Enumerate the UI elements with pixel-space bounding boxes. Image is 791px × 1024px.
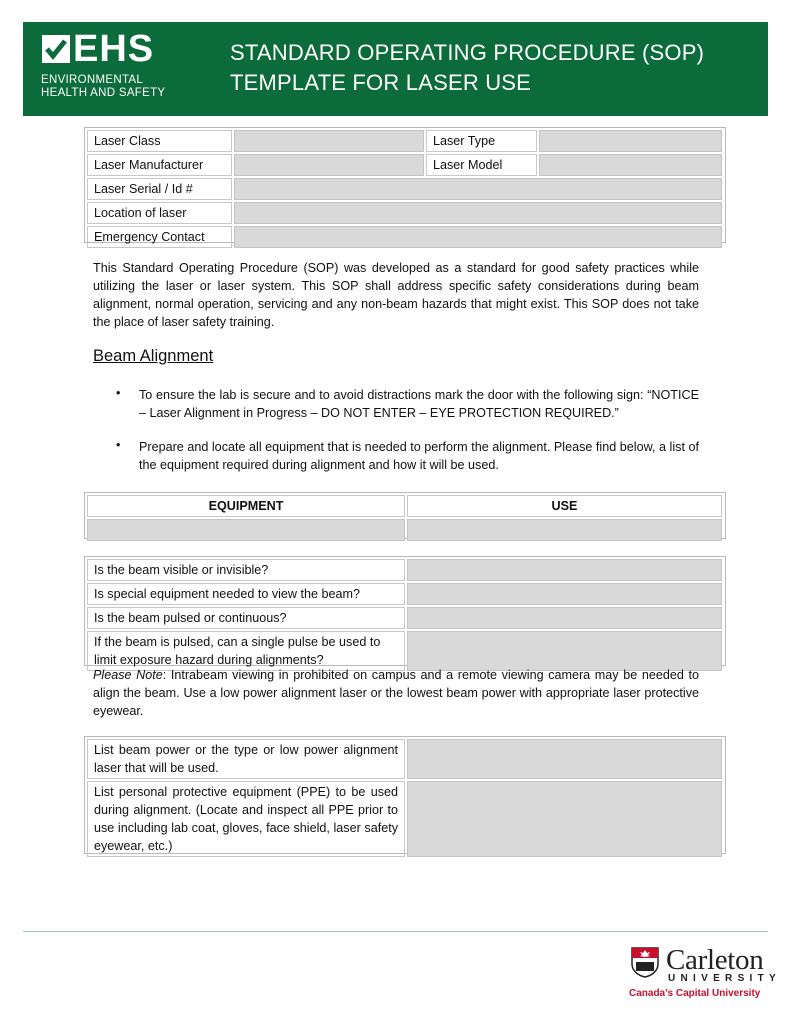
ehs-logo bbox=[41, 28, 191, 106]
laser-info-table bbox=[85, 128, 724, 250]
laser-model-field[interactable] bbox=[539, 154, 722, 176]
answer-field[interactable] bbox=[407, 739, 722, 779]
carleton-crest-icon bbox=[630, 946, 660, 978]
answer-field[interactable] bbox=[407, 559, 722, 581]
please-note bbox=[93, 666, 699, 720]
intro-paragraph: This Standard Operating Procedure (SOP) was developed as a standard for good safety practices while utilizing the laser or laser system. This SOP shall address specific safety considerations during beam alignment, normal operation, servicing and any non-beam hazards that might exist. This SOP does not take the place of laser safety training. bbox=[93, 261, 699, 329]
beam-questions-table bbox=[85, 557, 724, 673]
use-header: USE bbox=[407, 495, 722, 517]
label-laser-manufacturer: Laser Manufacturer bbox=[87, 154, 232, 176]
logo-text: EHS bbox=[73, 28, 155, 70]
ppe-question: List personal protective equipment (PPE) to be used during alignment. (Locate and inspect all PPE prior to use including lab coat, gloves, face shield, laser safety eyewear, etc.) bbox=[87, 781, 405, 857]
laser-manufacturer-field[interactable] bbox=[234, 154, 424, 176]
footer-divider bbox=[23, 931, 768, 932]
question-visibility: Is the beam visible or invisible? bbox=[87, 559, 405, 581]
university-subtitle: UNIVERSITY bbox=[668, 973, 782, 984]
alignment-table bbox=[85, 737, 724, 859]
header-banner bbox=[23, 22, 768, 116]
equipment-field[interactable] bbox=[87, 519, 405, 541]
bullet-item: To ensure the lab is secure and to avoid distractions mark the door with the following sign: “NOTICE – Laser Alignment in Progress – DO NOT ENTER – EYE PROTECTION REQUIRED.” bbox=[139, 388, 699, 420]
bullet-icon: • bbox=[116, 438, 121, 452]
label-laser-class: Laser Class bbox=[87, 130, 232, 152]
section-heading: Beam Alignment bbox=[93, 347, 214, 365]
note-text: : Intrabeam viewing in prohibited on campus and a remote viewing camera may be needed to align the beam. Use a low power alignment laser or the lowest beam power with appropriate laser protective eyewear. bbox=[93, 668, 700, 718]
emergency-contact-field[interactable] bbox=[234, 226, 722, 248]
label-emergency-contact: Emergency Contact bbox=[87, 226, 232, 248]
answer-field[interactable] bbox=[407, 607, 722, 629]
laser-class-field[interactable] bbox=[234, 130, 424, 152]
label-laser-type: Laser Type bbox=[426, 130, 537, 152]
question-pulsed: Is the beam pulsed or continuous? bbox=[87, 607, 405, 629]
use-field[interactable] bbox=[407, 519, 722, 541]
equipment-table bbox=[85, 493, 724, 543]
location-field[interactable] bbox=[234, 202, 722, 224]
label-laser-serial: Laser Serial / Id # bbox=[87, 178, 232, 200]
answer-field[interactable] bbox=[407, 583, 722, 605]
answer-field[interactable] bbox=[407, 781, 722, 857]
logo-subtitle: ENVIRONMENTAL HEALTH AND SAFETY bbox=[41, 74, 166, 99]
laser-type-field[interactable] bbox=[539, 130, 722, 152]
equipment-header: EQUIPMENT bbox=[87, 495, 405, 517]
beam-power-question: List beam power or the type or low power alignment laser that will be used. bbox=[87, 739, 405, 779]
question-single-pulse: If the beam is pulsed, can a single pulse be used to limit exposure hazard during alignments? bbox=[87, 631, 405, 671]
page-title: STANDARD OPERATING PROCEDURE (SOP) TEMPLATE FOR LASER USE bbox=[230, 40, 705, 95]
label-location: Location of laser bbox=[87, 202, 232, 224]
bullet-icon: • bbox=[116, 386, 121, 400]
laser-serial-field[interactable] bbox=[234, 178, 722, 200]
question-special-equipment: Is special equipment needed to view the beam? bbox=[87, 583, 405, 605]
note-label: Please Note bbox=[93, 668, 163, 682]
checkmark-icon bbox=[41, 34, 71, 64]
bullet-item: Prepare and locate all equipment that is needed to perform the alignment. Please find below, a list of the equipment required during alignment and how it will be used. bbox=[139, 440, 699, 472]
university-name: Carleton bbox=[666, 944, 764, 976]
answer-field[interactable] bbox=[407, 631, 722, 671]
label-laser-model: Laser Model bbox=[426, 154, 537, 176]
university-tagline: Canada’s Capital University bbox=[629, 988, 761, 999]
